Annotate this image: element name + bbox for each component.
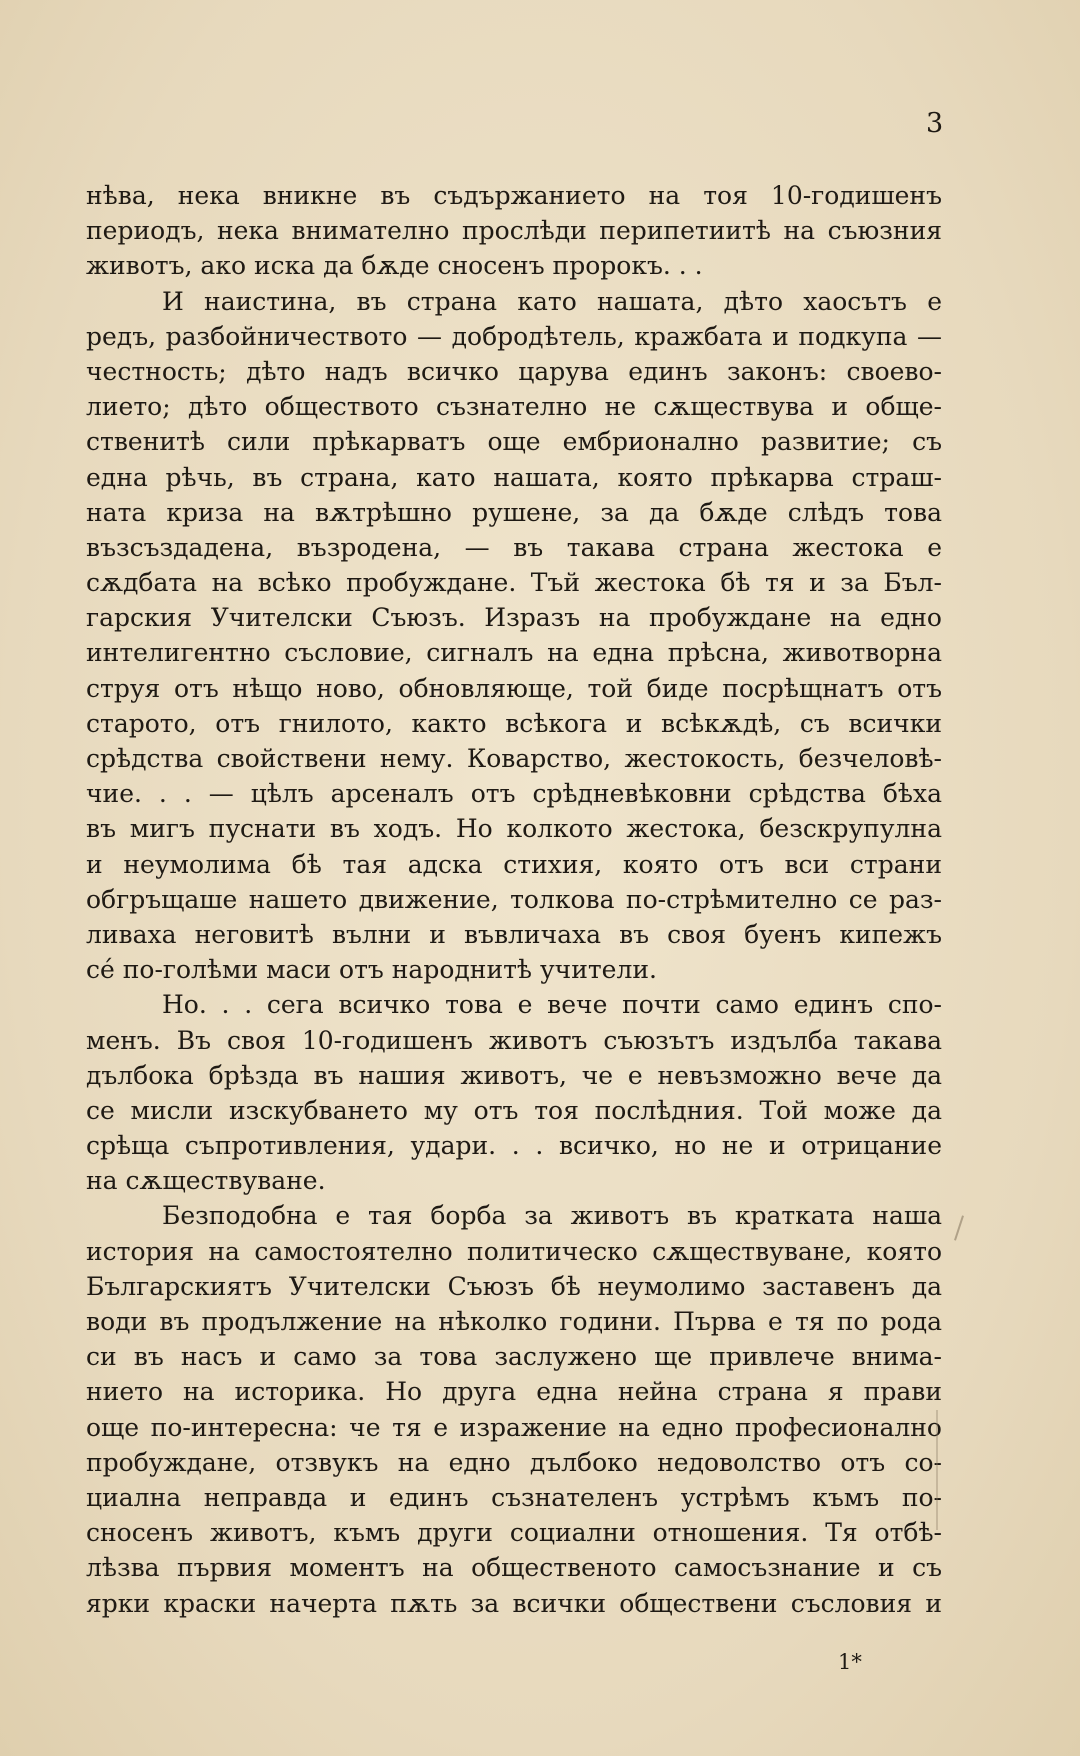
text-line: още по-интересна: че тя е изражение на едно професионално [86, 1412, 942, 1442]
pencil-margin-mark [936, 1410, 938, 1530]
text-line: въ мигъ пуснати въ ходъ. Но колкото жестока, безскрупулна [86, 814, 942, 844]
text-line: сносенъ животъ, къмъ други социални отношения. Тя отбѣ- [86, 1518, 942, 1548]
text-line: си въ насъ и само за това заслужено ще привлече внима- [86, 1342, 942, 1372]
text-line: нието на историка. Но друга една нейна страна я прави [86, 1377, 942, 1407]
body-text [86, 178, 942, 1621]
text-line: периодъ, нека внимателно прослѣди перипетиитѣ на съюзния [86, 216, 942, 246]
text-line: менъ. Въ своя 10-годишенъ животъ съюзътъ издълба такава [86, 1025, 942, 1055]
text-line: лието; дѣто обществото съзнателно не сѫществува и обще- [86, 392, 942, 422]
text-line: лѣзва първия моментъ на общественото самосъзнание и съ [86, 1553, 942, 1583]
text-line: сé по-голѣми маси отъ народнитѣ учители. [86, 955, 657, 985]
text-line: ната криза на вѫтрѣшно рушене, за да бѫде слѣдъ това [86, 497, 942, 527]
text-line: животъ, ако иска да бѫде сносенъ пророкъ. . . [86, 251, 703, 281]
text-line: Българскиятъ Учителски Съюзъ бѣ неумолимо заставенъ да [86, 1271, 942, 1301]
text-line: чие. . . — цѣлъ арсеналъ отъ срѣдневѣковни срѣдства бѣха [86, 779, 942, 809]
pencil-margin-mark [954, 1215, 964, 1240]
text-line: дълбока брѣзда въ нашия животъ, че е невъзможно вече да [86, 1060, 942, 1090]
text-line: честность; дѣто надъ всичко царува единъ законъ: своево- [86, 356, 942, 386]
text-line: редъ, разбойничеството — добродѣтель, кражбата и подкупа — [86, 321, 942, 351]
text-line: гарския Учителски Съюзъ. Изразъ на пробуждане на едно [86, 603, 942, 633]
page-number: 3 [926, 108, 944, 139]
text-line: циална неправда и единъ съзнателенъ устрѣмъ къмъ по- [86, 1482, 942, 1512]
text-line: история на самостоятелно политическо сѫществуване, която [86, 1236, 942, 1266]
text-line: ственитѣ сили прѣкарватъ още ембрионално развитие; съ [86, 427, 942, 457]
text-line: възсъздадена, възродена, — въ такава страна жестока е [86, 532, 942, 562]
signature-mark: 1* [838, 1650, 862, 1674]
text-line: старото, отъ гнилото, както всѣкога и всѣкѫдѣ, съ всички [86, 708, 942, 738]
text-line: обгръщаше нашето движение, толкова по-стрѣмително се раз- [86, 884, 942, 914]
text-line: се мисли изскубването му отъ тоя послѣдния. Той може да [86, 1095, 942, 1125]
text-line: на сѫществуване. [86, 1166, 326, 1196]
text-line: сѫдбата на всѣко пробуждане. Тъй жестока бѣ тя и за Бъл- [86, 568, 942, 598]
text-line: интелигентно съсловие, сигналъ на една прѣсна, животворна [86, 638, 942, 668]
text-line: води въ продължение на нѣколко години. Първа е тя по рода [86, 1307, 942, 1336]
text-line: ярки краски начерта пѫть за всички обществени съсловия и [86, 1588, 942, 1618]
text-line: и неумолима бѣ тая адска стихия, която отъ вси страни [86, 849, 942, 879]
text-line: Но. . . сега всичко това е вече почти само единъ спо- [162, 990, 942, 1020]
text-line: струя отъ нѣщо ново, обновляюще, той биде посрѣщнатъ отъ [86, 673, 942, 703]
text-line: Безподобна е тая борба за животъ въ кратката наша [162, 1201, 942, 1231]
text-line: И наистина, въ страна като нашата, дѣто хаосътъ е [162, 286, 942, 316]
text-line: нѣва, нека вникне въ съдържанието на тоя 10-годишенъ [86, 181, 942, 210]
text-line: срѣдства свойствени нему. Коварство, жестокость, безчеловѣ- [86, 744, 942, 773]
text-line: една рѣчь, въ страна, като нашата, която прѣкарва страш- [86, 462, 942, 492]
text-line: пробуждане, отзвукъ на едно дълбоко недоволство отъ со- [86, 1447, 942, 1477]
text-line: срѣща съпротивления, удари. . . всичко, но не и отрицание [86, 1131, 942, 1161]
text-line: ливаха неговитѣ вълни и въвличаха въ своя буенъ кипежъ [86, 919, 942, 949]
